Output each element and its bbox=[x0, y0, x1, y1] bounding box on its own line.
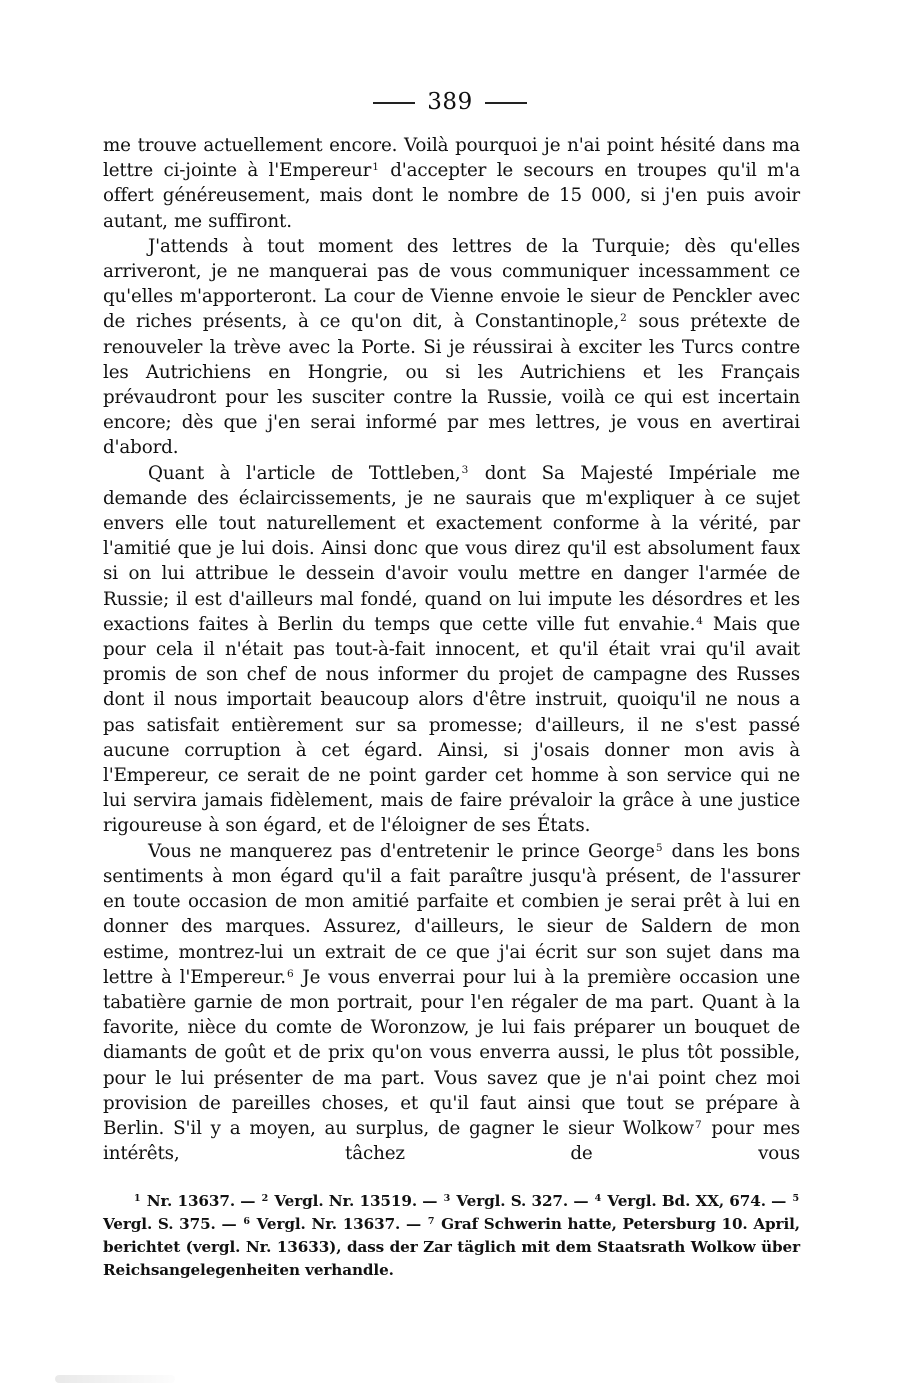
footnote-2: Vergl. Nr. 13519. — bbox=[269, 1192, 443, 1210]
footnote-number-2: 2 bbox=[261, 1193, 269, 1204]
footnote-number-4: 4 bbox=[594, 1193, 602, 1204]
paragraph-1 bbox=[103, 133, 800, 234]
footnote-7: Graf Schwerin hatte, Petersburg 10. April, berichtet (vergl. Nr. 13633), dass der Zar täglich mit dem Staatsrath Wolkow über Reichsangelegenheiten verhandle. bbox=[103, 1215, 800, 1279]
footnote-3: Vergl. S. 327. — bbox=[451, 1192, 594, 1210]
paragraph-4 bbox=[103, 839, 800, 1167]
paragraph-3-text-c: Mais que pour cela il n'était pas tout-à-fait innocent, et qu'il était vrai qu'il avait promis de son chef de nous informer du projet de campagne des Russes dont il nous importait beaucoup alors d'être instruit, quoiqu'il ne nous a pas satisfait entièrement sur sa promesse; d'ailleurs, il ne s'est passé aucune corruption à cet égard. Ainsi, si j'osais donner mon avis à l'Empereur, ce serait de ne point garder cet homme à son service qui ne lui servira jamais fidèlement, mais de faire prévaloir la grâce à une justice rigoureuse à son égard, et de l'éloigner de ses États. bbox=[103, 613, 800, 837]
footnote-4: Vergl. Bd. XX, 674. — bbox=[602, 1192, 792, 1210]
footnote-6: Vergl. Nr. 13637. — bbox=[250, 1215, 427, 1233]
letter-body bbox=[103, 133, 800, 1166]
footnote-1: Nr. 13637. — bbox=[141, 1192, 261, 1210]
paragraph-3-text-b: dont Sa Majesté Impériale me demande des éclaircissements, je ne saurais que m'expliquer à ce sujet envers elle tout naturellement et exactement conforme à la vérité, par l'amitié que je lui dois. Ainsi donc que vous direz qu'il est absolument faux si on lui attribue le dessein d'avoir voulu mettre en danger l'armée de Russie; il est d'ailleurs mal fondé, quand on lui impute les désordres et les exactions faites à Berlin du temps que cette ville fut envahie. bbox=[103, 462, 800, 635]
footnote-number-7: 7 bbox=[427, 1216, 435, 1227]
footnote-ref-7: 7 bbox=[694, 1118, 702, 1131]
paragraph-2-text-b: sous prétexte de renouveler la trève avec la Porte. Si je réussirai à exciter les Turcs contre les Autrichiens en Hongrie, ou si les Autrichiens et les Français prévaudront pour les susciter contre la Russie, voilà ce qui est incertain encore; dès que j'en serai informé par mes lettres, je vous en avertirai d'abord. bbox=[103, 311, 800, 459]
footnote-ref-3: 3 bbox=[461, 463, 469, 476]
footnote-ref-2: 2 bbox=[620, 312, 627, 325]
footnote-ref-5: 5 bbox=[655, 841, 663, 854]
footnote-number-6: 6 bbox=[243, 1216, 250, 1227]
footnote-ref-1: 1 bbox=[372, 161, 379, 174]
paragraph-1-text-b: d'accepter le secours en troupes qu'il m'a offert généreusement, mais dont le nombre de 15 000, si j'en puis avoir autant, me suffiront. bbox=[103, 160, 800, 232]
footnote-number-5: 5 bbox=[792, 1193, 799, 1204]
paragraph-2-text: J'attends à tout moment des lettres de la Turquie; dès qu'elles arriveront, je ne manquerai pas de vous communiquer incessamment ce qu'elles m'apporteront. La cour de Vienne envoie le sieur de Penckler avec de riches présents, à ce qu'on dit, à Constantinople, bbox=[103, 235, 800, 333]
footnote-number-1: 1 bbox=[134, 1193, 141, 1204]
page-header bbox=[0, 88, 900, 116]
page-number: 389 bbox=[427, 89, 473, 115]
footnote-ref-6: 6 bbox=[286, 967, 294, 980]
footnote-ref-4: 4 bbox=[696, 614, 703, 627]
footnote-block bbox=[103, 1190, 800, 1282]
header-dash-right bbox=[485, 102, 527, 104]
paragraph-3-text: Quant à l'article de Tottleben, bbox=[148, 462, 461, 484]
paragraph-4-text-b: dans les bons sentiments à mon égard qu'il a fait paraître jusqu'à présent, de l'assurer en toute occasion de mon amitié parfaite et combien je serai prêt à lui en donner des marques. Assurez, d'ailleurs, le sieur de Saldern de mon estime, montrez-lui un extrait de ce que j'ai écrit sur son sujet dans ma lettre à l'Empereur. bbox=[103, 840, 800, 988]
paragraph-2 bbox=[103, 234, 800, 461]
paragraph-4-text-c: Je vous enverrai pour lui à la première occasion une tabatière garnie de mon portrait, pour l'en régaler de ma part. Quant à la favorite, nièce du comte de Woronzow, je lui fais préparer un bouquet de diamants de goût et de prix qu'on vous enverra aussi, le plus tôt possible, pour le lui présenter de ma part. Vous savez que je n'ai point chez moi provision de pareilles choses, et qu'il faut ainsi que tout se prépare à Berlin. S'il y a moyen, au surplus, de gagner le sieur Wolkow bbox=[103, 966, 800, 1139]
paragraph-4-text-d: pour mes intérêts, tâchez de vous bbox=[103, 1117, 800, 1165]
footnote-number-3: 3 bbox=[443, 1193, 451, 1204]
paragraph-4-text: Vous ne manquerez pas d'entretenir le prince George bbox=[148, 840, 655, 862]
footnote-5: Vergl. S. 375. — bbox=[103, 1215, 243, 1233]
header-dash-left bbox=[373, 102, 415, 104]
scan-smudge bbox=[55, 1375, 175, 1383]
paragraph-1-text: me trouve actuellement encore. Voilà pourquoi je n'ai point hésité dans ma lettre ci-jointe à l'Empereur bbox=[103, 135, 800, 182]
paragraph-3 bbox=[103, 461, 800, 839]
footnotes bbox=[103, 1190, 800, 1282]
